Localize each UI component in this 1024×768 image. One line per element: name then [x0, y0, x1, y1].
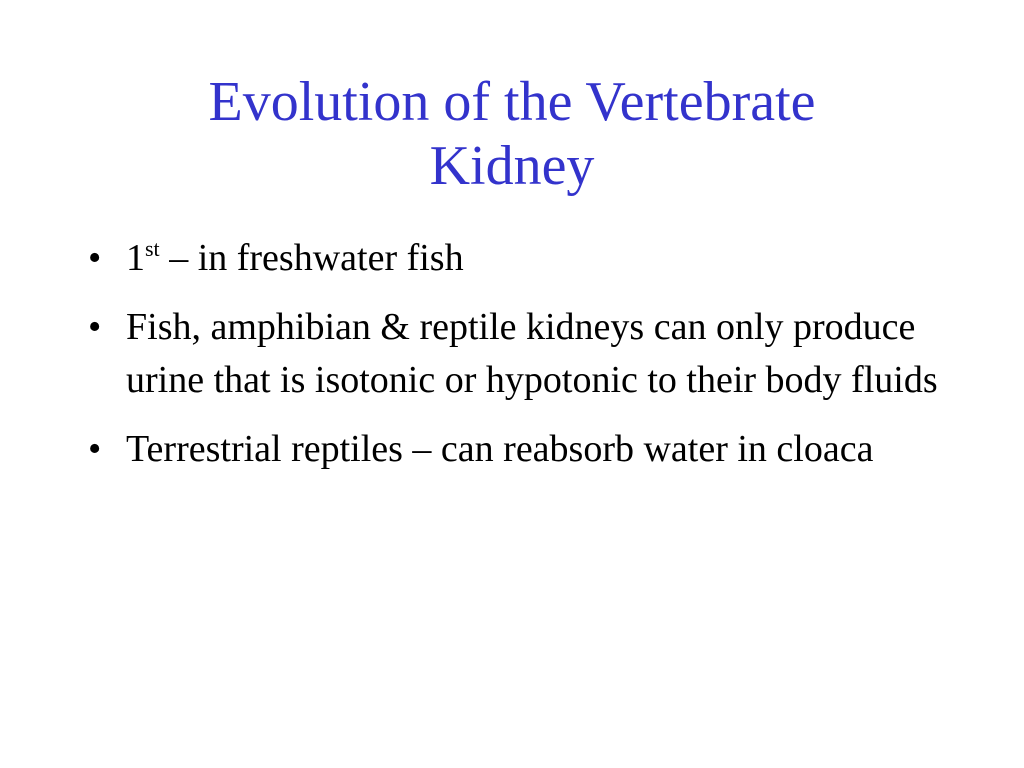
bullet-3-text: Terrestrial reptiles – can reabsorb water in cloaca: [126, 428, 874, 470]
bullet-1-superscript: st: [145, 236, 160, 261]
bullet-item-3: [88, 423, 948, 476]
bullet-icon: •: [88, 306, 102, 348]
bullet-list: [88, 232, 948, 492]
title-line-1: Evolution of the Vertebrate: [208, 71, 816, 133]
bullet-1-text: – in freshwater fish: [159, 237, 464, 279]
bullet-item-2: [88, 301, 948, 407]
bullet-2-text: Fish, amphibian & reptile kidneys can only produce urine that is isotonic or hypotonic to their body fluids: [126, 306, 938, 401]
bullet-item-1: [88, 232, 948, 285]
bullet-icon: •: [88, 428, 102, 470]
slide-title: [112, 70, 912, 198]
bullet-icon: •: [88, 237, 102, 279]
bullet-1-number: 1: [126, 237, 145, 279]
title-line-2: Kidney: [429, 135, 595, 197]
